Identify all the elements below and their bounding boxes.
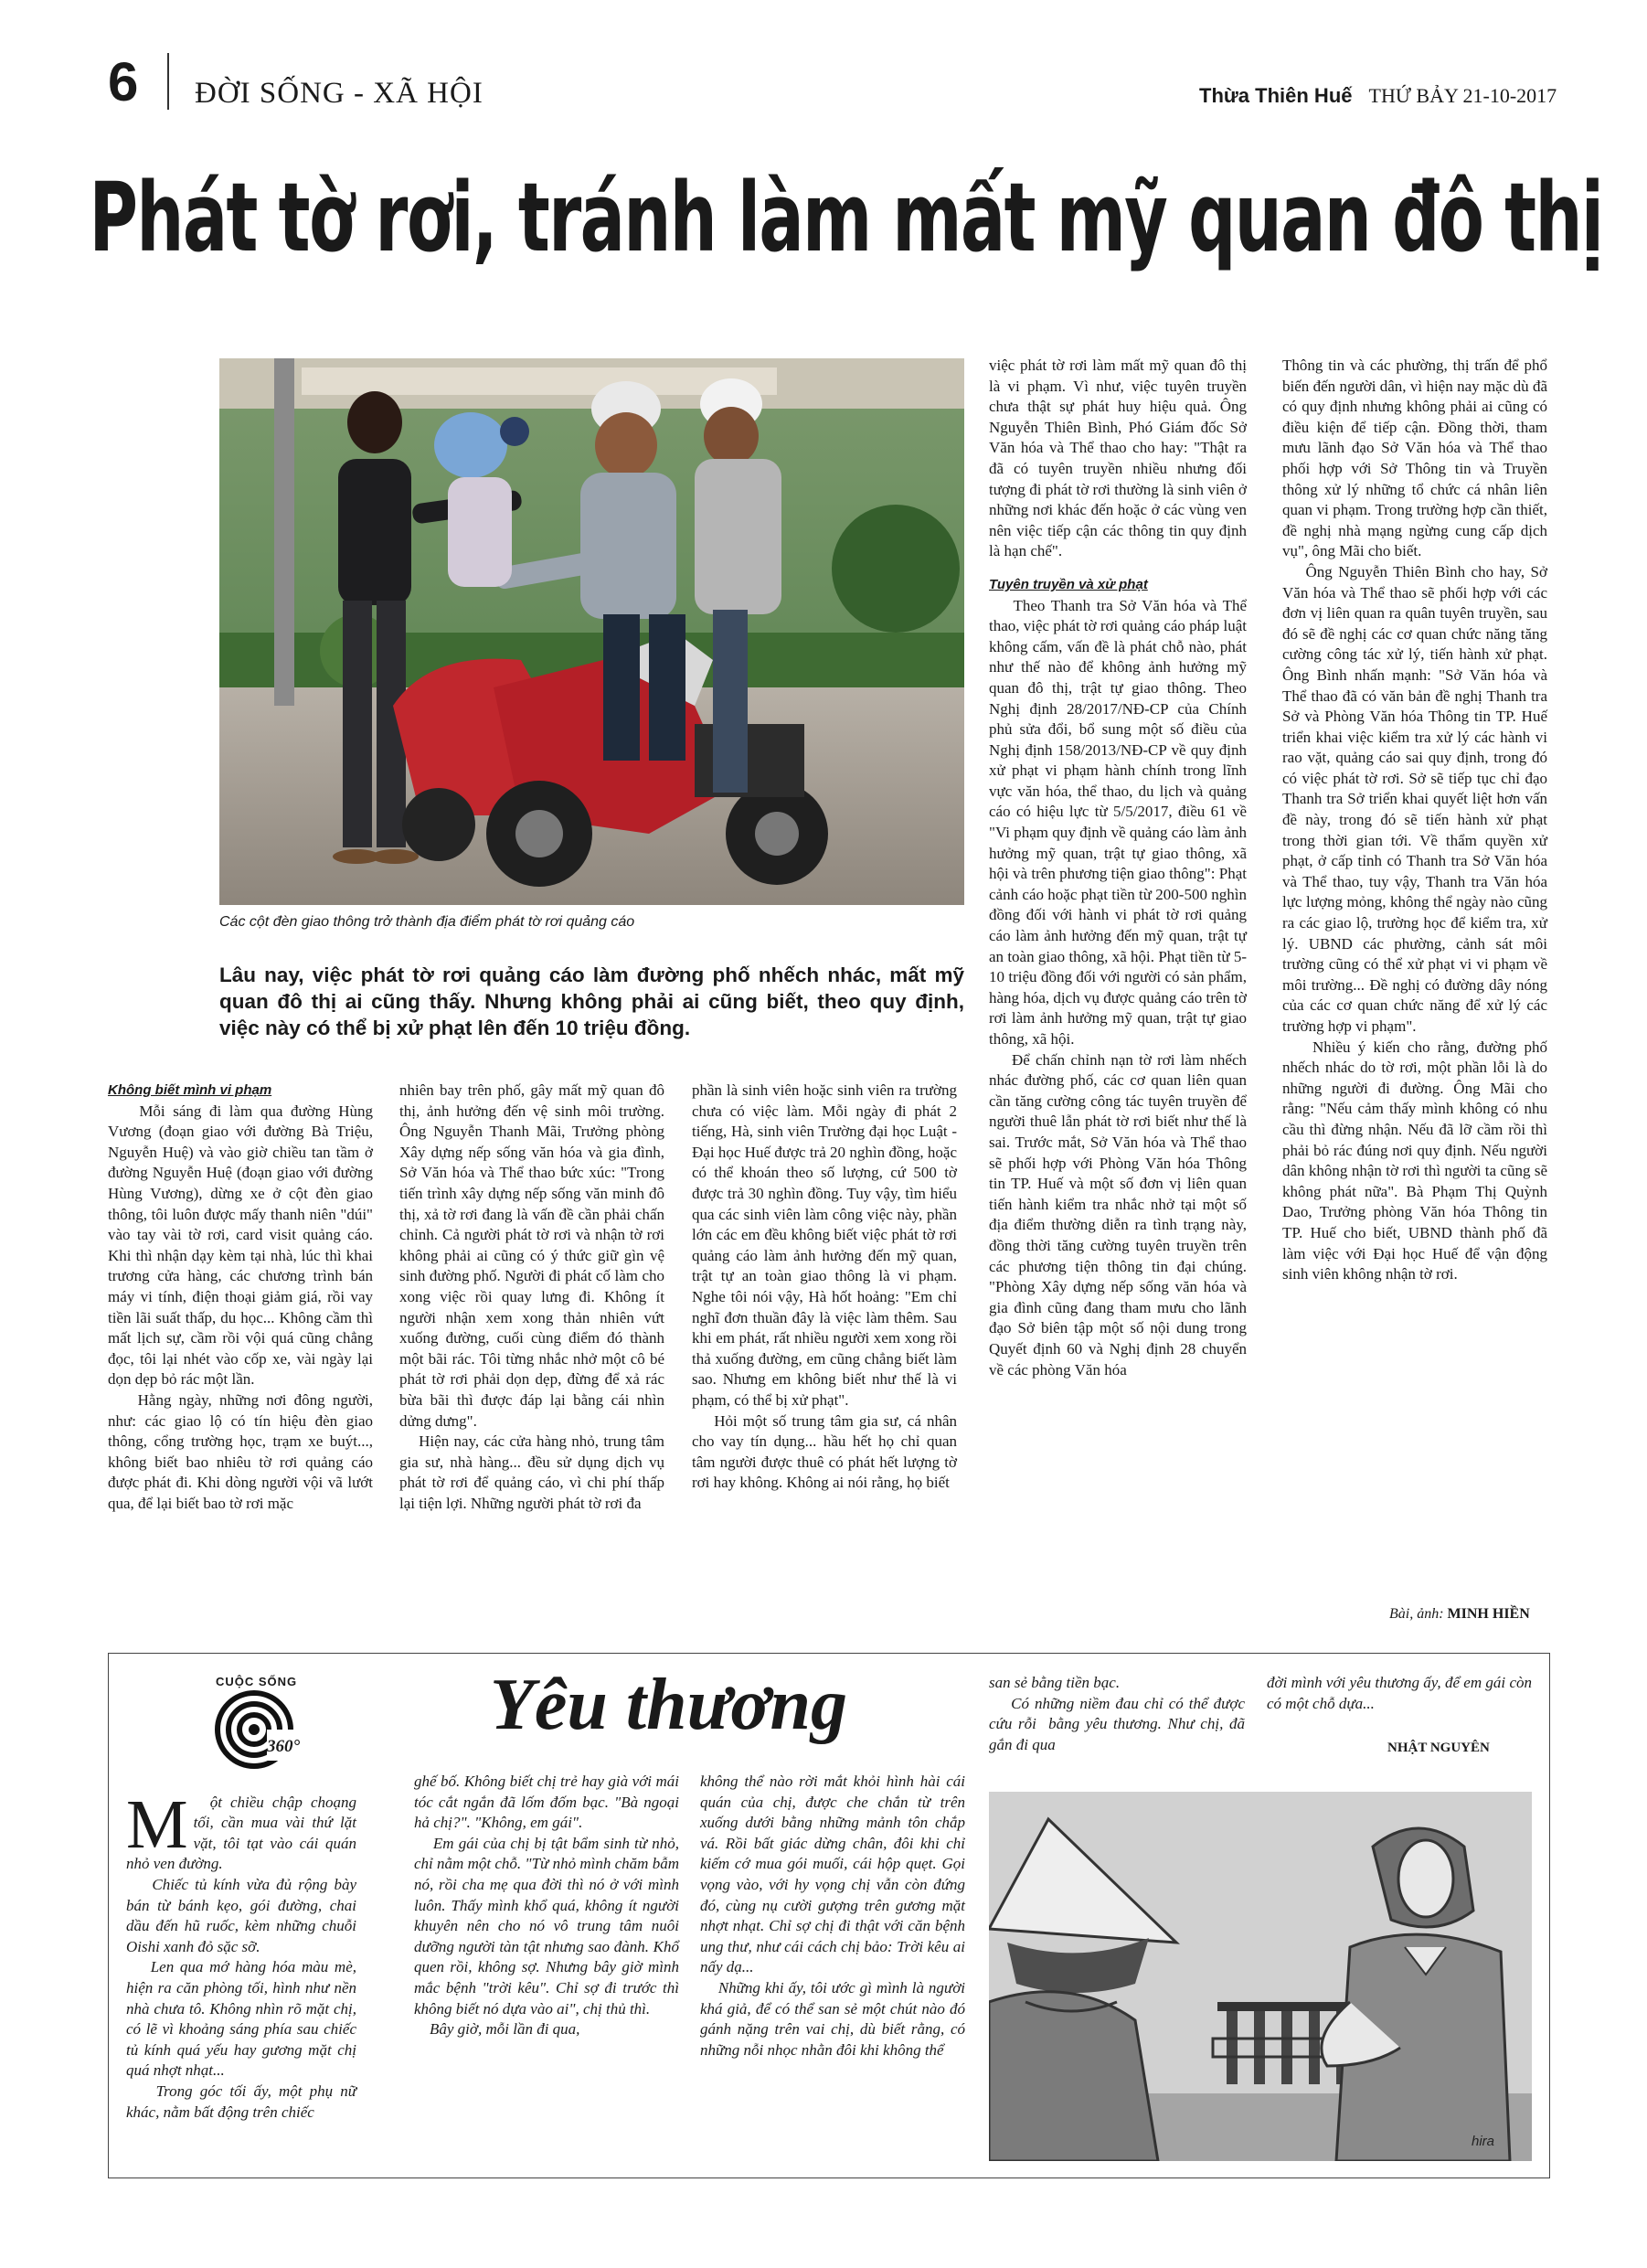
- publication-name: Thừa Thiên Huế: [1199, 84, 1353, 107]
- column-4-top-text: việc phát tờ rơi làm mất mỹ quan đô thị là vi phạm. Vì như, việc tuyên truyền chưa thật sự phát huy hiệu quả. Ông Nguyễn Thiên Bình, Phó Giám đốc Sở Văn hóa và Thể thao cho hay: "Thật ra đã có tuyên truyền nhiều nhưng đối tượng đi phát tờ rơi thường là sinh viên ở những nơi khác đến hoặc ở các vùng ven nên việc tiếp cận các thông tin quy định là hạn chế".: [989, 357, 1251, 560]
- subhead-1: Không biết mình vi phạm: [108, 1082, 272, 1098]
- header-right: [1199, 84, 1557, 108]
- article-photo: [219, 358, 964, 905]
- cuoc-song-360-logo: [210, 1675, 311, 1775]
- body-column-4: [989, 356, 1251, 1380]
- feature-illustration: [989, 1792, 1532, 2161]
- logo-label: CUỘC SỐNG: [216, 1675, 298, 1688]
- feature-column-5: đời mình với yêu thương ấy, để em gái còn có một chỗ dựa...: [1267, 1674, 1536, 1712]
- subhead-2: Tuyên truyền và xử phạt: [989, 576, 1148, 592]
- article-headline: Phát tờ rơi, tránh làm mất mỹ quan đô thị: [89, 162, 1602, 273]
- section-name: ĐỜI SỐNG - XÃ HỘI: [195, 77, 483, 110]
- photo-caption: Các cột đèn giao thông trở thành địa điểm phát tờ rơi quảng cáo: [219, 914, 635, 930]
- issue-date: THỨ BẢY 21-10-2017: [1368, 84, 1557, 107]
- article-byline: [1389, 1606, 1530, 1623]
- illustration-drawing: [989, 1792, 1532, 2161]
- body-column-5: Thông tin và các phường, thị trấn để phổ biến đến người dân, vì hiện nay mặc dù đã có quy định nhưng không phải ai cũng có điều kiện để tiếp cận. Đồng thời, tham mưu lãnh đạo Sở Văn hóa và Thể thao phối hợp với Sở Thông tin và Truyền thông xử lý những tổ chức cá nhân liên quan vi phạm. Trong trường hợp cần thiết, đề nghị nhà mạng ngừng cung cấp dịch vụ", ông Mãi cho biết. Ông Nguyễn Thiên Bình cho hay, Sở Văn hóa và Thể thao sẽ phối hợp với các đơn vị liên quan ra quân tuyên truyền, sau đó sẽ đề nghị các cơ quan chức năng tăng cường công tác xử lý, tiến hành xử phạt. Ông Bình nhấn mạnh: "Sở Văn hóa và Thể thao đã có văn bản đề nghị Thanh tra Sở và Phòng Văn hóa Thông tin TP. Huế triển khai việc kiểm tra xử lý các hành vi rao vặt, quảng cáo sai quy định, trong đó có việc phát tờ rơi. Sở sẽ tiếp tục chỉ đạo Thanh tra Sở triển khai quyết liệt hơn vấn đề này, trong đó sẽ tiến hành xử phạt trong thời gian tới. Về thẩm quyền xử phạt, ở cấp tỉnh có Thanh tra Sở Văn hóa và Thể thao, tuy vậy, Thanh tra Văn hóa lực lượng mỏng, không thể ngày nào cũng ra các giao lộ, trường học để kiểm tra, xử lý. UBND các phường, cảnh sát môi trường cũng có thể xử phạt vi vi phạm về môi trường... Đề nghị có đường dây nóng của các cơ quan chức năng để xử lý các trường hợp vi phạm". Nhiều ý kiến cho rằng, đường phố nhếch nhác do tờ rơi, một phần lỗi là do những người đi đường. Ông Mãi cho rằng: "Nếu cảm thấy mình không có nhu cầu thì đừng nhận. Nếu đã lỡ cầm rồi thì phải bỏ rác đúng nơi quy định. Nếu người dân không nhận tờ rơi thì người ta cũng sẽ không phát nữa". Bà Phạm Thị Quỳnh Dao, Trưởng phòng Văn hóa Thông tin TP. Huế cho biết, UBND thành phố đã làm việc với Đại học Huế để vận động sinh viên không nhận tờ rơi.: [1282, 357, 1548, 1283]
- feature-column-1: [126, 1772, 356, 2123]
- headline-wrap: [89, 162, 1602, 273]
- feature-column-2: ghế bố. Không biết chị trẻ hay già với mái tóc cắt ngắn đã lốm đốm bạc. "Bà ngoại hả chị?". "Không, em gái". Em gái của chị bị tật bẩm sinh từ nhỏ, chỉ nằm một chỗ. "Từ nhỏ mình chăm bẫm nó, rồi cha mẹ qua đời thì nó ở với mình luôn. Thấy mình khổ quá, không ít người khuyên nên cho nó vô trung tâm nuôi dưỡng người tàn tật nhưng sao đành. Khổ quen rồi, không sợ. Nhưng bây giờ mình mắc bệnh "trời kêu". Chỉ sợ đi trước thì không biết nó dựa vào ai", chị thủ thì. Bây giờ, mỗi lần đi qua,: [414, 1773, 680, 2039]
- feature-column-3: không thể nào rời mắt khỏi hình hài cái quán của chị, được che chắn từ trên xuống dưới bằng những mảnh tôn chắp vá. Rồi bất giác dừng chân, đôi khi chỉ kiếm cớ mua gói muối, cái hộp quẹt. Gọi vọng vào, với hy vọng chị vẫn còn đứng đó, cùng nụ cười gượng trên gương mặt nhợt nhạt. Chỉ sợ chị đi thật với căn bệnh ung thư, như cái cách chị bảo: Trời kêu ai nấy dạ... Những khi ấy, tôi ước gì mình là người khá giả, để có thể san sẻ một chút nào đó gánh nặng trên vai chị, dù biết rằng, có những nỗi nhọc nhằn đôi khi không thể: [700, 1773, 966, 2059]
- spiral-logo-icon: [210, 1675, 311, 1775]
- street-scene-image: [219, 358, 964, 905]
- body-column-3: phần là sinh viên hoặc sinh viên ra trường chưa có việc làm. Mỗi ngày đi phát 2 tiếng, Hà, sinh viên Trường đại học Luật - Đại học Huế được trả 20 nghìn đồng, hoặc có thể khoán theo số lượng, cứ 500 tờ được trả 30 nghìn đồng. Tuy vậy, tìm hiểu qua các sinh viên làm công việc này, phần lớn các em đều không biết việc phát tờ rơi quảng cáo làm ảnh hưởng đến mỹ quan, trật tự an toàn giao thông là vi phạm. Nghe tôi nói vậy, Hà hốt hoảng: "Em chỉ nghĩ đơn thuần đây là việc làm thêm. Sau khi em phát, rất nhiều người xem xong rồi thả xuống đường, em cũng chẳng biết làm sao. Nhưng em không biết như thế là vi phạm, có thể bị xử phạt". Hỏi một số trung tâm gia sư, cá nhân cho vay tín dụng... hầu hết họ chỉ quan tâm người được thuê có phát hết lượng tờ rơi hay không. Không ai nói rằng, họ biết: [692, 1081, 957, 1492]
- feature-title: Yêu thương: [490, 1665, 847, 1745]
- drop-cap: M: [126, 1785, 188, 1863]
- column-1-text: Mỗi sáng đi làm qua đường Hùng Vương (đoạn giao với đường Bà Triệu, Nguyễn Huệ) và vào giờ chiều tan tầm ở đường Nguyễn Huệ (đoạn giao với đường Hùng Vương), dừng xe ở cột đèn giao thông, tôi luôn được mấy thanh niên "dúi" vào tay vài tờ rơi, card visit quảng cáo. Khi thì nhận dạy kèm tại nhà, lúc thì khai trương cửa hàng, các chương trình bán máy vi tính, điện thoại giảm giá, rồi vay tiền lãi suất thấp, du học... Không cầm thì mất lịch sự, cầm rồi vội quá cũng chẳng đọc, tôi lại nhét vào cốp xe, vài ngày lại dọn dẹp bỏ rác một lần. Hằng ngày, những nơi đông người, như: các giao lộ có tín hiệu đèn giao thông, cổng trường học, trạm xe buýt..., không biết bao nhiêu tờ rơi quảng cáo được phát đi. Khi dòng người vội vã lướt qua, để lại biết bao tờ rơi mặc: [108, 1102, 374, 1512]
- body-column-2: nhiên bay trên phố, gây mất mỹ quan đô thị, ảnh hưởng đến vệ sinh môi trường. Ông Nguyễn Thanh Mãi, Trưởng phòng Xây dựng nếp sống văn hóa và gia đình, Sở Văn hóa và Thể thao bức xúc: "Trong tiến trình xây dựng nếp sống văn minh đô thị, xả tờ rơi đang là vấn đề cần phải chấn chỉnh. Cả người phát tờ rơi và nhận tờ rơi không phải ai cũng có ý thức giữ gìn vệ sinh đường phố. Người đi phát cố làm cho xong việc rồi quay lưng đi. Không ít người nhận xem xong thản nhiên vứt xuống đường, cuối cùng điểm đó thành một bãi rác. Tôi từng nhắc nhở một cô bé phát tờ rơi phải dọn dẹp, đừng để xả rác bừa bãi thì được đáp lại bằng cái nhìn dửng dưng". Hiện nay, các cửa hàng nhỏ, trung tâm gia sư, nhà hàng... đều sử dụng dịch vụ phát tờ rơi để quảng cáo, vì chi phí thấp lại tiện lợi. Những người phát tờ rơi đa: [399, 1081, 665, 1512]
- article-lead: Lâu nay, việc phát tờ rơi quảng cáo làm đường phố nhếch nhác, mất mỹ quan đô thị ai cũng thấy. Nhưng không phải ai cũng biết, theo quy định, việc này có thể bị xử phạt lên đến 10 triệu đồng.: [219, 964, 964, 1039]
- illustrator-signature: hira: [1472, 2134, 1495, 2149]
- logo-number: 360°: [267, 1737, 301, 1756]
- byline-author: MINH HIỀN: [1447, 1606, 1530, 1622]
- feature-column-4: san sẻ bằng tiền bạc. Có những niềm đau chỉ có thể được cứu rỗi bằng yêu thương. Như chị, đã gắn đi qua: [989, 1674, 1245, 1753]
- feature-author: NHẬT NGUYÊN: [1387, 1741, 1490, 1755]
- page-number: 6: [108, 51, 139, 112]
- body-column-1: [108, 1081, 373, 1514]
- byline-prefix: Bài, ảnh:: [1389, 1606, 1444, 1622]
- feature-column-1-text: ột chiều chập choạng tối, cần mua vài thứ lặt vặt, tôi tạt vào cái quán nhỏ ven đường. Chiếc tủ kính vừa đủ rộng bày bán từ bánh kẹo, gói đường, chai dầu đến hũ ruốc, kèm những chuỗi Oishi xanh đỏ sặc sỡ. Len qua mớ hàng hóa màu mè, hiện ra căn phòng tối, hình như nền nhà chưa tô. Không nhìn rõ mặt chị, có lẽ vì khoảng sáng phía sau chiếc tủ kính quá yếu hay gương mặt chị quá nhợt nhạt... Trong góc tối ấy, một phụ nữ khác, nằm bất động trên chiếc: [126, 1793, 357, 2121]
- column-4-bottom-text: Theo Thanh tra Sở Văn hóa và Thể thao, việc phát tờ rơi quảng cáo pháp luật không cấm, vấn đề là phát chỗ nào, phát như thế nào để không ảnh hưởng mỹ quan đô thị, trật tự giao thông. Theo Nghị định 28/2017/NĐ-CP của Chính phủ sửa đổi, bổ sung một số điều của Nghị định 158/2013/NĐ-CP về quy định xử phạt vi phạm hành chính trong lĩnh vực văn hóa, thể thao, du lịch và quảng cáo có hiệu lực từ 5/5/2017, điều 61 về "Vi phạm quy định về quảng cáo làm ảnh hưởng mỹ quan, trật tự giao thông, xã hội và trên phương tiện giao thông": Phạt cảnh cáo hoặc phạt tiền từ 200-500 nghìn đồng đối với hành vi phát tờ rơi quảng cáo làm ảnh hưởng đến mỹ quan, trật tự an toàn giao thông, xã hội. Phạt tiền từ 5-10 triệu đồng đối với người có sản phẩm, hàng hóa, dịch vụ được quảng cáo trên tờ rơi làm ảnh hưởng mỹ quan, trật tự giao thông, xã hội. Để chấn chỉnh nạn tờ rơi làm nhếch nhác đường phố, các cơ quan liên quan cần tăng cường công tác tuyên truyền để người thuê lẫn phát tờ rơi biết như thế là sai. Trước mắt, Sở Văn hóa và Thể thao sẽ phối hợp với Phòng Văn hóa Thông tin TP. Huế và một số đơn vị liên quan tiến hành kiểm tra nhắc nhở tại một số địa điểm thường diễn ra tình trạng này, đồng thời tăng cường tuyên truyền trên các phương tiện thông tin đại chúng. "Phòng Xây dựng nếp sống văn hóa và gia đình cũng đang tham mưu cho lãnh đạo Sở biên tập một số nội dung trong Quyết định 60 và Nghị định 28 chuyển về các phòng Văn hóa: [989, 596, 1248, 1379]
- header-divider: [167, 53, 169, 110]
